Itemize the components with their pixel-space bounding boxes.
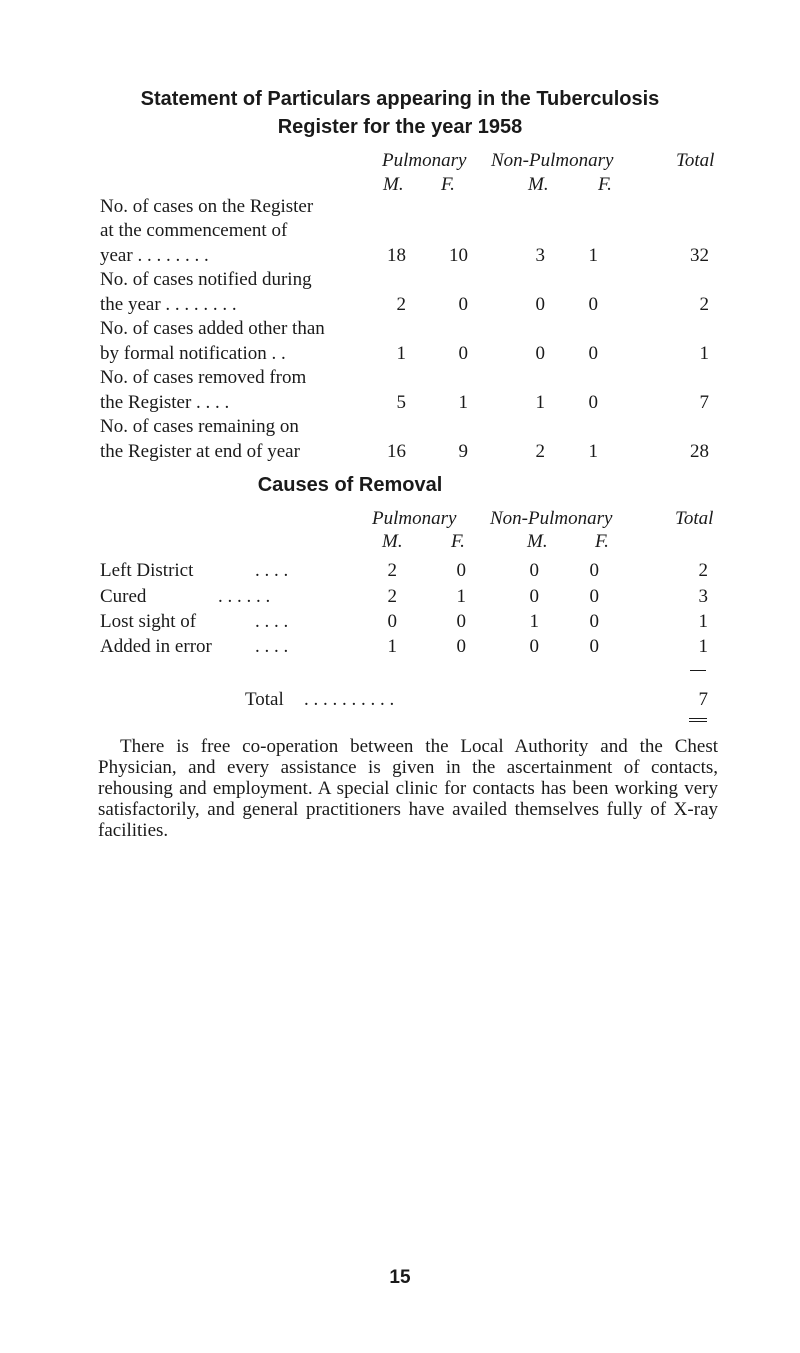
row-label-line: by formal notification . .	[100, 343, 286, 364]
body-paragraph: There is free co-operation between the Local Authority and the Chest Physician, and every assistance is given in the ascertainment of contacts, rehousing and employment. A special clinic for contacts has been working very satisfactorily, and general practitioners have availed themselves fully of X-ray facilities.	[98, 736, 718, 841]
cell-pulm-m: 1	[387, 636, 397, 657]
cell-pulm-m: 5	[396, 392, 406, 413]
row-label-line: No. of cases notified during	[100, 269, 312, 290]
cell-nonpulm-m: 0	[529, 586, 539, 607]
cell-nonpulm-f: 1	[588, 441, 598, 462]
cell-nonpulm-f: 0	[589, 560, 599, 581]
t2-header-total: Total	[675, 508, 714, 529]
cell-pulm-m: 0	[387, 611, 397, 632]
t2-header-nonpulm-m: M.	[527, 531, 548, 552]
cell-nonpulm-f: 0	[589, 636, 599, 657]
cell-pulm-m: 18	[387, 245, 406, 266]
cell-nonpulm-f: 0	[588, 294, 598, 315]
cell-total: 7	[699, 392, 709, 413]
cell-pulm-f: 1	[458, 392, 468, 413]
total-leader-dots: . . . . . . . . . .	[304, 689, 395, 710]
t1-header-pulmonary: Pulmonary	[382, 150, 467, 171]
cell-pulm-f: 0	[456, 636, 466, 657]
cell-total: 3	[698, 586, 708, 607]
row-label-line: No. of cases on the Register	[100, 196, 314, 217]
row-leader-dots: . . . .	[255, 636, 289, 657]
row-label-line: at the commencement of	[100, 220, 288, 241]
t1-header-nonpulm-f: F.	[598, 174, 612, 195]
t2-header-pulmonary: Pulmonary	[372, 508, 457, 529]
causes-heading: Causes of Removal	[257, 474, 443, 496]
cell-nonpulm-f: 0	[588, 343, 598, 364]
cell-total: 28	[690, 441, 709, 462]
cell-pulm-m: 2	[387, 560, 397, 581]
row-label-line: the Register at end of year	[100, 441, 300, 462]
t2-header-nonpulm-f: F.	[595, 531, 609, 552]
cell-total: 1	[698, 611, 708, 632]
t1-header-pulm-m: M.	[383, 174, 404, 195]
t2-header-non-pulmonary: Non-Pulmonary	[490, 508, 613, 529]
row-label-line: No. of cases remaining on	[100, 416, 299, 437]
title-line-1: Statement of Particulars appearing in the Tuberculosis	[140, 88, 660, 110]
row-label-line: No. of cases added other than	[100, 318, 325, 339]
cell-nonpulm-m: 2	[535, 441, 545, 462]
row-label: Cured	[100, 586, 147, 607]
row-label: Left District	[100, 560, 194, 581]
cell-pulm-m: 2	[387, 586, 397, 607]
cell-nonpulm-f: 0	[589, 586, 599, 607]
cell-total: 2	[698, 560, 708, 581]
row-leader-dots: . . . . . .	[218, 586, 271, 607]
t1-header-pulm-f: F.	[441, 174, 455, 195]
cell-total: 1	[699, 343, 709, 364]
total-rule-double-bottom	[689, 721, 707, 722]
title-line-2: Register for the year 1958	[277, 116, 523, 138]
t2-header-pulm-f: F.	[451, 531, 465, 552]
cell-nonpulm-m: 0	[529, 560, 539, 581]
cell-nonpulm-f: 1	[588, 245, 598, 266]
t1-header-nonpulm-m: M.	[528, 174, 549, 195]
cell-total: 2	[699, 294, 709, 315]
total-rule-double-top	[689, 718, 707, 719]
row-leader-dots: . . . .	[255, 560, 289, 581]
cell-pulm-f: 0	[458, 343, 468, 364]
cell-pulm-m: 2	[396, 294, 406, 315]
t1-header-non-pulmonary: Non-Pulmonary	[491, 150, 614, 171]
row-label-line: the year . . . . . . . .	[100, 294, 237, 315]
cell-nonpulm-f: 0	[588, 392, 598, 413]
cell-nonpulm-m: 1	[529, 611, 539, 632]
cell-pulm-m: 1	[396, 343, 406, 364]
cell-nonpulm-m: 0	[535, 343, 545, 364]
row-leader-dots: . . . .	[255, 611, 289, 632]
cell-nonpulm-f: 0	[589, 611, 599, 632]
row-label-line: No. of cases removed from	[100, 367, 307, 388]
cell-total: 1	[698, 636, 708, 657]
cell-pulm-f: 0	[456, 611, 466, 632]
cell-pulm-f: 1	[456, 586, 466, 607]
cell-pulm-f: 10	[449, 245, 468, 266]
page-number: 15	[389, 1267, 411, 1288]
row-label-line: the Register . . . .	[100, 392, 230, 413]
cell-total: 32	[690, 245, 709, 266]
row-label: Lost sight of	[100, 611, 197, 632]
row-label: Added in error	[100, 636, 212, 657]
cell-pulm-f: 9	[458, 441, 468, 462]
total-rule-single	[690, 670, 706, 671]
cell-pulm-m: 16	[387, 441, 406, 462]
t1-header-total: Total	[676, 150, 715, 171]
cell-nonpulm-m: 3	[535, 245, 545, 266]
cell-nonpulm-m: 0	[535, 294, 545, 315]
row-label-line: year . . . . . . . .	[100, 245, 209, 266]
cell-nonpulm-m: 0	[529, 636, 539, 657]
cell-nonpulm-m: 1	[535, 392, 545, 413]
total-label: Total	[245, 689, 284, 710]
cell-pulm-f: 0	[456, 560, 466, 581]
cell-pulm-f: 0	[458, 294, 468, 315]
t2-header-pulm-m: M.	[382, 531, 403, 552]
total-value: 7	[698, 689, 708, 710]
